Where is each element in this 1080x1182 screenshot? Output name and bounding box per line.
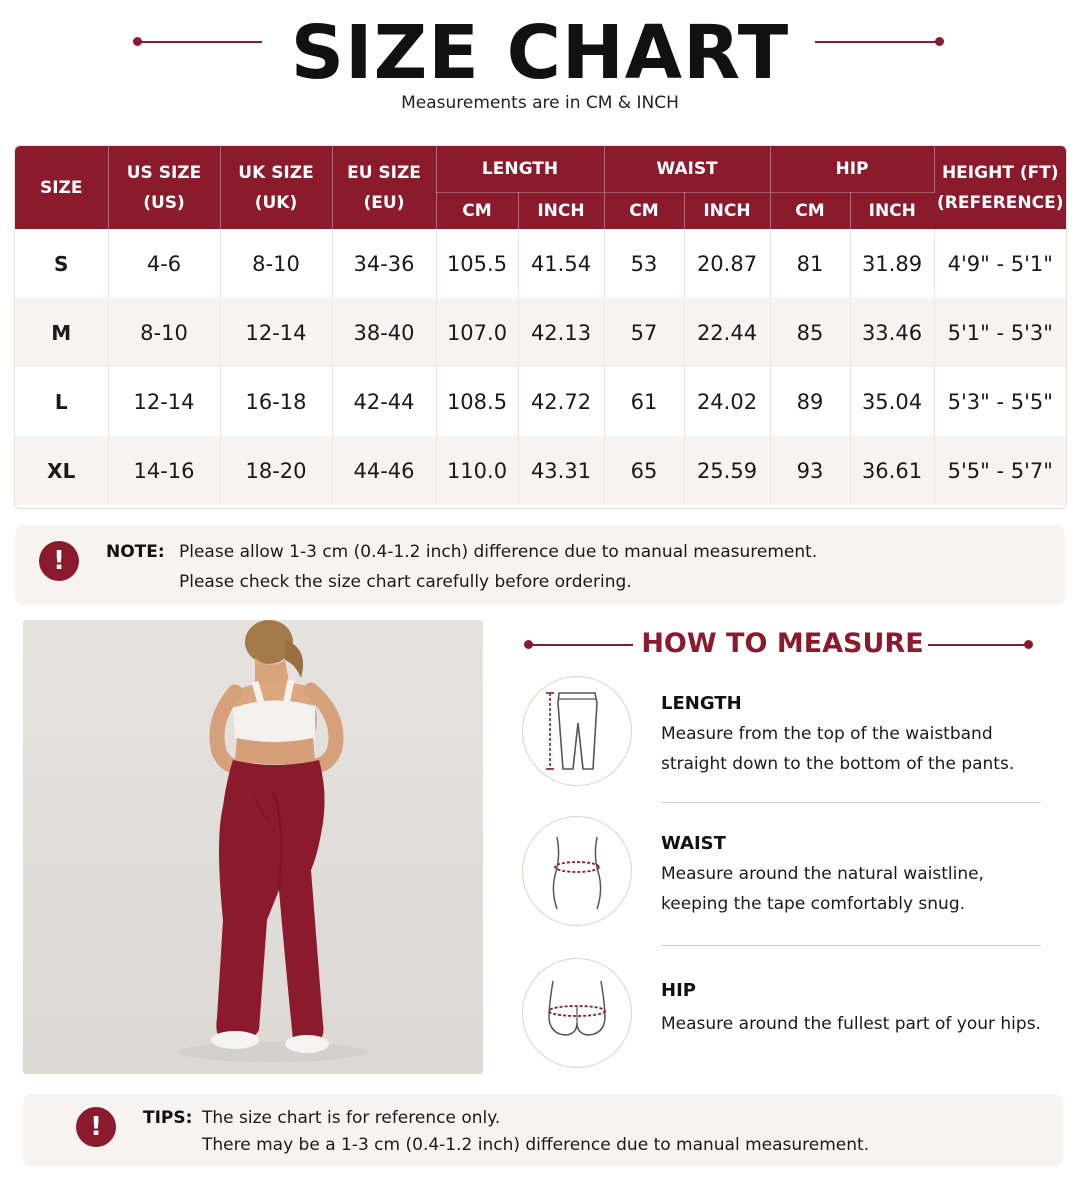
table-row	[15, 367, 1066, 436]
waist-icon	[522, 816, 632, 926]
length-cm-cell: 108.5	[436, 367, 518, 436]
exclamation-icon: !	[39, 541, 79, 581]
model-photo	[23, 620, 483, 1074]
height-cell: 5'5" - 5'7"	[934, 436, 1066, 505]
title-right-line	[815, 41, 939, 43]
length-inch-cell: 41.54	[518, 229, 604, 298]
us-size-cell: 4-6	[108, 229, 220, 298]
hip-cm-cell: 85	[770, 298, 850, 367]
waist-inch-cell: 24.02	[684, 367, 770, 436]
hip-cm-cell: 81	[770, 229, 850, 298]
hip-cm-cell: 89	[770, 367, 850, 436]
divider	[661, 945, 1041, 946]
page-title: SIZE CHART	[290, 10, 790, 96]
tips-box	[23, 1094, 1063, 1166]
header-waist-cm: CM	[604, 193, 684, 230]
waist-inch-cell: 22.44	[684, 298, 770, 367]
header-height: HEIGHT (FT) (REFERENCE)	[934, 146, 1066, 229]
tips-line-2: There may be a 1-3 cm (0.4-1.2 inch) difference due to manual measurement.	[202, 1135, 870, 1155]
htm-left-line	[529, 644, 633, 646]
height-cell: 5'3" - 5'5"	[947, 389, 1053, 414]
hip-icon	[522, 958, 632, 1068]
header-uk-size: UK SIZE (UK)	[220, 146, 332, 229]
length-cm-cell: 105.5	[436, 229, 518, 298]
header-length-inch: INCH	[518, 193, 604, 230]
us-size-cell: 8-10	[108, 298, 220, 367]
hip-cm-cell: 93	[770, 436, 850, 505]
waist-inch-cell: 25.59	[684, 436, 770, 505]
hip-inch-cell: 33.46	[850, 298, 934, 367]
size-cell: L	[15, 367, 108, 436]
title-right-dot	[935, 37, 944, 46]
hip-inch-cell: 31.89	[850, 229, 934, 298]
note-label: NOTE:	[106, 542, 165, 562]
header-us-size: US SIZE (US)	[108, 146, 220, 229]
waist-cm-cell: 53	[604, 229, 684, 298]
hip-inch-cell: 36.61	[850, 436, 934, 505]
length-inch-cell: 42.13	[518, 298, 604, 367]
tips-label: TIPS:	[143, 1108, 193, 1128]
waist-text-2: keeping the tape comfortably snug.	[661, 894, 966, 914]
divider	[661, 802, 1041, 803]
size-cell: XL	[15, 436, 108, 505]
waist-cm-cell: 57	[604, 298, 684, 367]
eu-size-cell: 38-40	[332, 298, 436, 367]
length-text-1: Measure from the top of the waistband	[661, 724, 993, 744]
hip-inch-cell: 35.04	[850, 367, 934, 436]
waist-text-1: Measure around the natural waistline,	[661, 864, 984, 884]
length-text-2: straight down to the bottom of the pants.	[661, 754, 1015, 774]
us-size-cell: 14-16	[108, 436, 220, 505]
note-line-1: Please allow 1-3 cm (0.4-1.2 inch) difference due to manual measurement.	[179, 542, 818, 562]
waist-heading: WAIST	[661, 833, 726, 854]
length-cm-cell: 110.0	[436, 436, 518, 505]
header-size: SIZE	[15, 146, 108, 229]
header-waist-inch: INCH	[684, 193, 770, 230]
htm-right-line	[928, 644, 1028, 646]
note-box	[15, 525, 1065, 605]
length-heading: LENGTH	[661, 693, 742, 714]
header-waist: WAIST	[604, 146, 770, 193]
table-row	[15, 229, 1066, 298]
length-inch-cell: 43.31	[518, 436, 604, 505]
waist-cm-cell: 65	[604, 436, 684, 505]
uk-size-cell: 8-10	[220, 229, 332, 298]
eu-size-cell: 34-36	[332, 229, 436, 298]
exclamation-icon: !	[76, 1107, 116, 1147]
height-cell: 4'9" - 5'1"	[947, 251, 1053, 276]
htm-right-dot	[1024, 640, 1033, 649]
model-illustration	[23, 620, 483, 1074]
uk-size-cell: 18-20	[220, 436, 332, 505]
header-length: LENGTH	[436, 146, 604, 193]
size-cell: S	[15, 229, 108, 298]
table-row	[15, 436, 1066, 505]
header-eu-size: EU SIZE (EU)	[332, 146, 436, 229]
size-cell: M	[15, 298, 108, 367]
us-size-cell: 12-14	[108, 367, 220, 436]
header-hip-cm: CM	[770, 193, 850, 230]
tips-line-1: The size chart is for reference only.	[202, 1108, 501, 1128]
size-chart-table	[14, 145, 1067, 509]
table-row	[15, 298, 1066, 367]
length-inch-cell: 42.72	[518, 367, 604, 436]
header-hip: HIP	[770, 146, 934, 193]
hip-text-1: Measure around the fullest part of your hips.	[661, 1014, 1041, 1034]
uk-size-cell: 16-18	[220, 367, 332, 436]
waist-cm-cell: 61	[604, 367, 684, 436]
note-line-2: Please check the size chart carefully before ordering.	[179, 572, 632, 592]
waist-inch-cell: 20.87	[684, 229, 770, 298]
eu-size-cell: 42-44	[332, 367, 436, 436]
header-length-cm: CM	[436, 193, 518, 230]
uk-size-cell: 12-14	[220, 298, 332, 367]
pants-icon	[522, 676, 632, 786]
eu-size-cell: 44-46	[332, 436, 436, 505]
height-cell: 5'1" - 5'3"	[934, 298, 1066, 367]
header-hip-inch: INCH	[850, 193, 934, 230]
how-to-measure-title: HOW TO MEASURE	[641, 628, 924, 659]
length-cm-cell: 107.0	[436, 298, 518, 367]
hip-heading: HIP	[661, 980, 696, 1001]
page-subtitle: Measurements are in CM & INCH	[401, 93, 679, 113]
